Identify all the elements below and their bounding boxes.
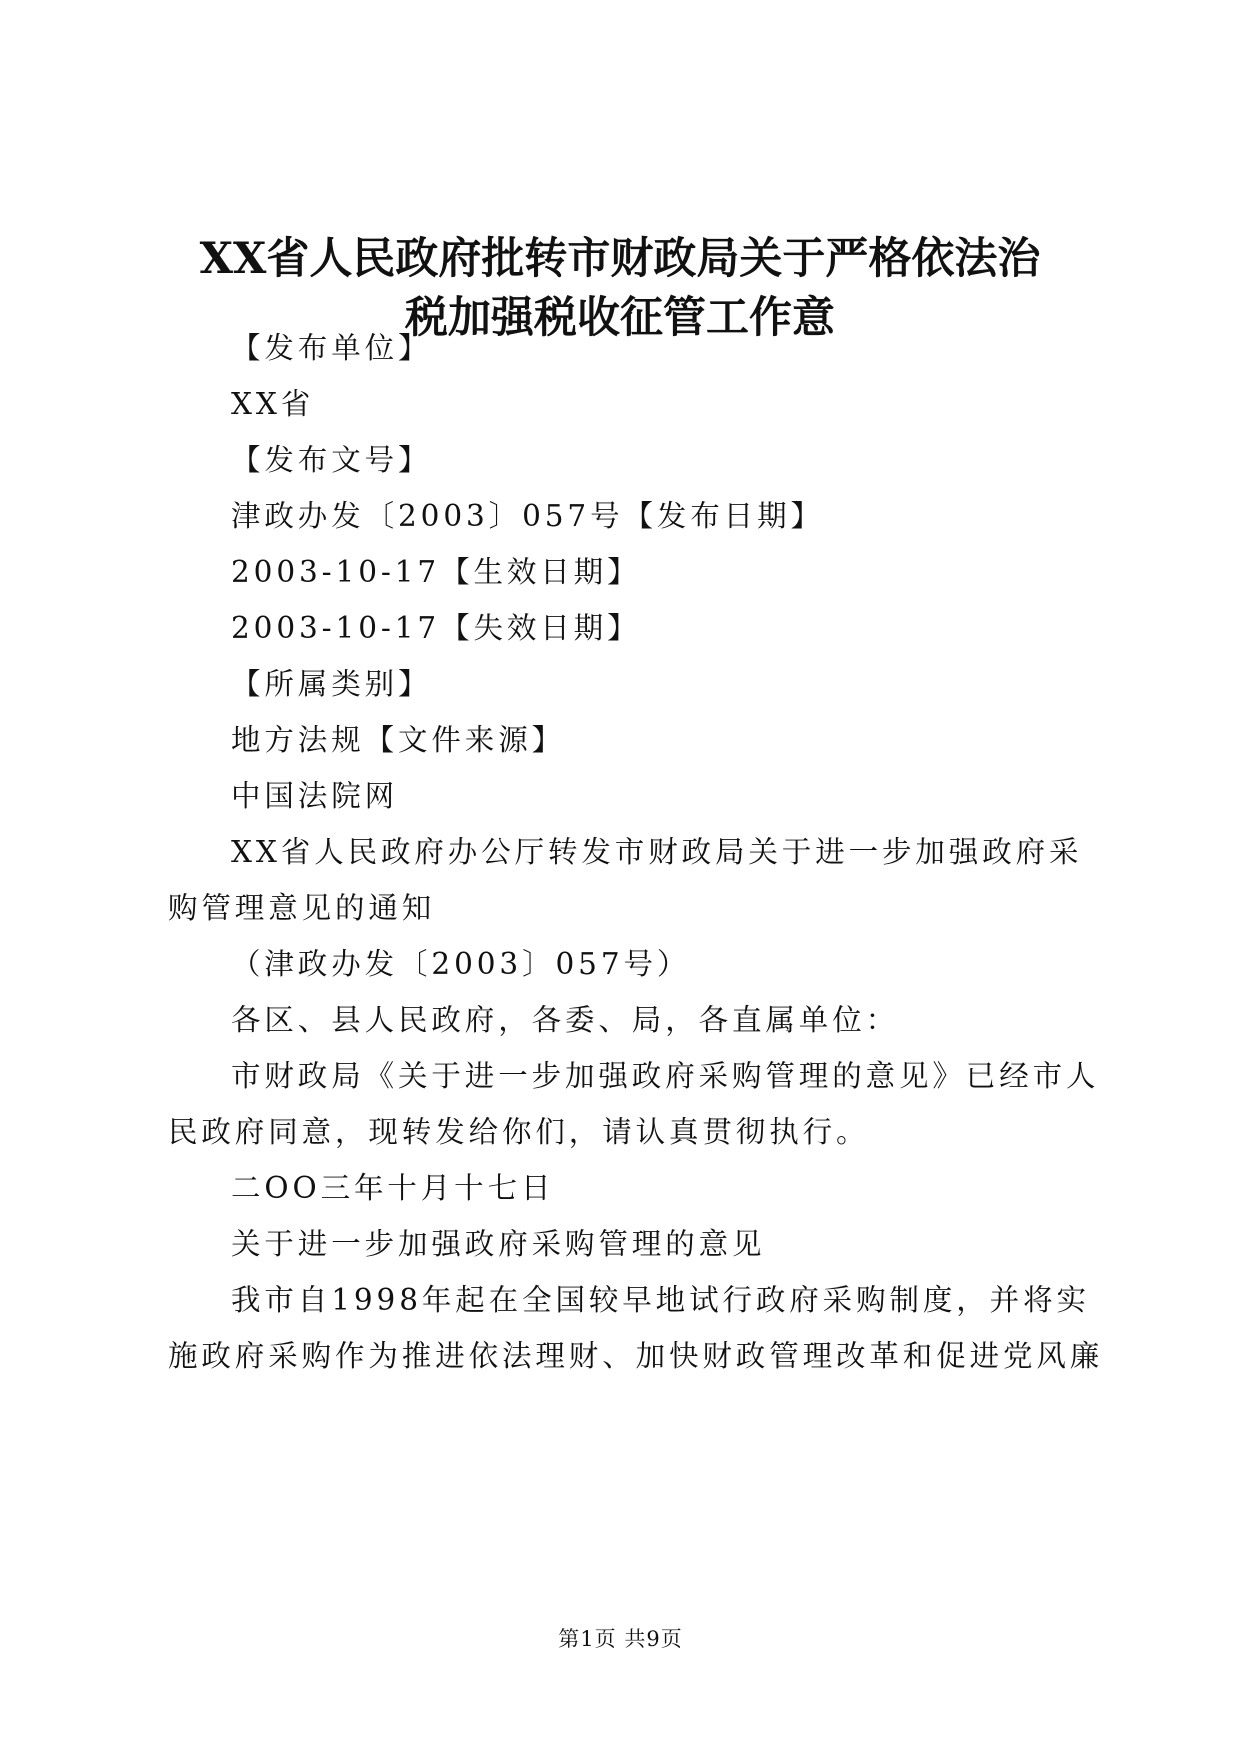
field-value-category: 地方法规【文件来源】 (231, 723, 566, 757)
body-paragraph-line: 市财政局《关于进一步加强政府采购管理的意见》已经市人 (231, 1059, 1100, 1093)
body-paragraph-line: 施政府采购作为推进依法理财、加快财政管理改革和促进党风廉 (168, 1339, 1104, 1373)
field-value-effective-date: 2003-10-17【失效日期】 (231, 611, 641, 645)
field-value-source: 中国法院网 (231, 779, 399, 813)
field-label-publisher: 【发布单位】 (231, 331, 432, 365)
field-value-publisher: XX省 (231, 387, 315, 421)
field-label-doc-number: 【发布文号】 (231, 443, 432, 477)
field-label-category: 【所属类别】 (231, 667, 432, 701)
body-paragraph-line: 购管理意见的通知 (168, 891, 436, 925)
body-paragraph-line: 各区、县人民政府，各委、局，各直属单位： (231, 1003, 900, 1037)
body-paragraph-line: 民政府同意，现转发给你们，请认真贯彻执行。 (168, 1115, 870, 1149)
body-paragraph-line: （津政办发〔2003〕057号） (231, 947, 691, 981)
page-indicator: 第1页 共9页 (558, 1627, 683, 1651)
body-paragraph-line: 关于进一步加强政府采购管理的意见 (231, 1227, 766, 1261)
field-value-publish-date: 2003-10-17【生效日期】 (231, 555, 641, 589)
body-paragraph-line: XX省人民政府办公厅转发市财政局关于进一步加强政府采 (231, 835, 1083, 869)
document-title-line-2: 税加强税收征管工作意 (405, 293, 835, 343)
document-title-line-1: XX省人民政府批转市财政局关于严格依法治 (199, 234, 1041, 284)
body-paragraph-line: 二OO三年十月十七日 (231, 1171, 555, 1205)
body-paragraph-line: 我市自1998年起在全国较早地试行政府采购制度，并将实 (231, 1283, 1090, 1317)
field-value-doc-number: 津政办发〔2003〕057号【发布日期】 (231, 499, 824, 533)
